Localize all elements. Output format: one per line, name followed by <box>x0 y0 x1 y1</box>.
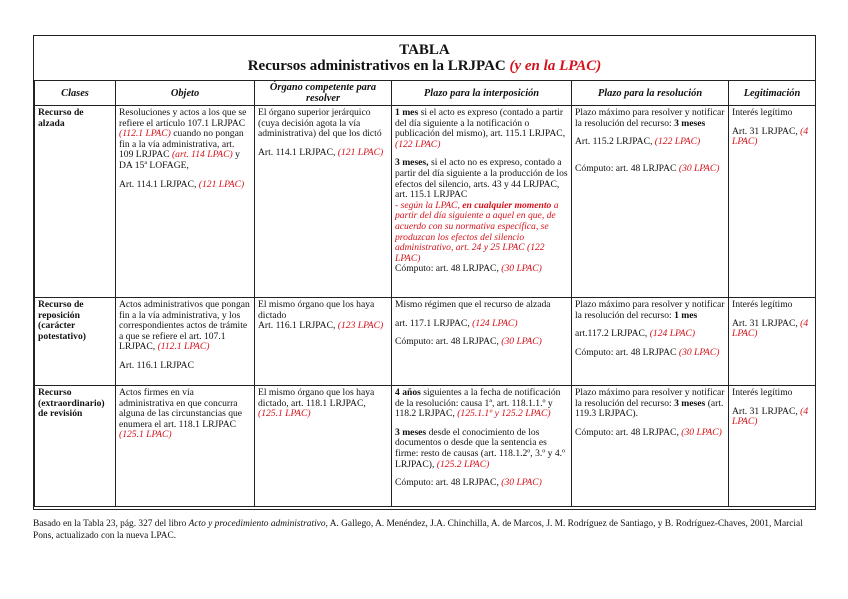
row-legitimacion: Interés legítimo Art. 31 LRJPAC, (4 LPAC) <box>729 386 816 507</box>
row-interposicion: 4 años siguientes a la fecha de notificación de la resolución: causa 1ª, art. 118.1.1.º y 118.2 LRJPAC, (125.1.1º y 125.2 LPAC) 3 meses desde el conocimiento de los documentos o desde que la sentencia es firme: resto de causas (art. 118.1.2º, 3.º y 4.º LRJPAC), (125.2 LPAC) Cómputo: art. 48 LRJPAC, (30 LPAC) <box>392 386 572 507</box>
header-clases: Clases <box>35 81 116 106</box>
title-main: Recursos administrativos en la LRJPAC <box>247 58 506 74</box>
row-objeto: Actos administrativos que pongan fin a la vía administrativa, y los correspondientes actos de trámite a que se refiere el art. 107.1 LRJPAC, (112.1 LPAC) Art. 116.1 LRJPAC <box>116 298 255 386</box>
row-objeto: Actos firmes en vía administrativa en que concurra alguna de las circunstancias que enumera el art. 118.1 LRJPAC (125.1 LPAC) <box>116 386 255 507</box>
row-organo: El órgano superior jerárquico (cuya decisión agota la vía administrativa) del que los dictó Art. 114.1 LRJPAC, (121 LPAC) <box>255 106 392 298</box>
row-objeto: Resoluciones y actos a los que se refiere el artículo 107.1 LRJPAC (112.1 LPAC) cuando no pongan fin a la vía administrativa, art. 109 LRJPAC (art. 114 LPAC) y DA 15ª LOFAGE, Art. 114.1 LRJPAC, (121 LPAC) <box>116 106 255 298</box>
row-class: Recurso de alzada <box>35 106 116 298</box>
row-resolucion: Plazo máximo para resolver y notificar la resolución del recurso: 1 mes art.117.2 LRJPAC, (124 LPAC) Cómputo: art. 48 LRJPAC (30 LPAC) <box>572 298 729 386</box>
source-note: Basado en la Tabla 23, pág. 327 del libro Acto y procedimiento administrativo, A. Gallego, A. Menéndez, J.A. Chinchilla, A. de Marcos, J. M. Rodríguez de Santiago, y B. Rodríguez-Chaves, 2001, Marcial Pons, actualizado con la nueva LPAC. <box>33 519 803 541</box>
title-line1: TABLA <box>399 42 450 58</box>
header-organo: Órgano competente para resolver <box>255 81 392 106</box>
table-row <box>35 106 816 298</box>
table-row <box>35 386 816 507</box>
row-class: Recurso (extraordinario) de revisión <box>35 386 116 507</box>
row-interposicion: Mismo régimen que el recurso de alzada art. 117.1 LRJPAC, (124 LPAC) Cómputo: art. 48 LRJPAC, (30 LPAC) <box>392 298 572 386</box>
header-row <box>35 81 816 106</box>
resources-table <box>34 80 816 507</box>
row-class: Recurso de reposición (carácter potestativo) <box>35 298 116 386</box>
row-resolucion: Plazo máximo para resolver y notificar la resolución del recurso: 3 meses Art. 115.2 LRJPAC, (122 LPAC) Cómputo: art. 48 LRJPAC (30 LPAC) <box>572 106 729 298</box>
header-interposicion: Plazo para la interposición <box>392 81 572 106</box>
table-title <box>34 42 815 74</box>
row-legitimacion: Interés legítimo Art. 31 LRJPAC, (4 LPAC) <box>729 298 816 386</box>
row-organo: El mismo órgano que los haya dictado Art. 116.1 LRJPAC, (123 LPAC) <box>255 298 392 386</box>
header-resolucion: Plazo para la resolución <box>572 81 729 106</box>
header-objeto: Objeto <box>116 81 255 106</box>
table-row <box>35 298 816 386</box>
row-organo: El mismo órgano que los haya dictado, art. 118.1 LRJPAC, (125.1 LPAC) <box>255 386 392 507</box>
title-line2 <box>34 58 815 74</box>
row-legitimacion: Interés legítimo Art. 31 LRJPAC, (4 LPAC) <box>729 106 816 298</box>
row-resolucion: Plazo máximo para resolver y notificar la resolución del recurso: 3 meses (art. 119.3 LRJPAC). Cómputo: art. 48 LRJPAC, (30 LPAC) <box>572 386 729 507</box>
header-legitimacion: Legitimación <box>729 81 816 106</box>
table-frame <box>33 35 816 510</box>
row-interposicion: 1 mes si el acto es expreso (contado a partir del día siguiente a la notificación o publicación del mismo), art. 115.1 LRJPAC, (122 LPAC) 3 meses, si el acto no es expreso, contado a partir del día siguiente a la producción de los efectos del silencio, arts. 43 y 44 LRJPAC, art. 115.1 LRJPAC - según la LPAC, en cualquier momento a partir del día siguiente a aquel en que, de acuerdo con su normativa específica, se produzcan los efectos del silencio administrativo, art. 24 y 25 LPAC (122 LPAC) Cómputo: art. 48 LRJPAC, (30 LPAC) <box>392 106 572 298</box>
title-red: (y en la LPAC) <box>509 58 602 74</box>
